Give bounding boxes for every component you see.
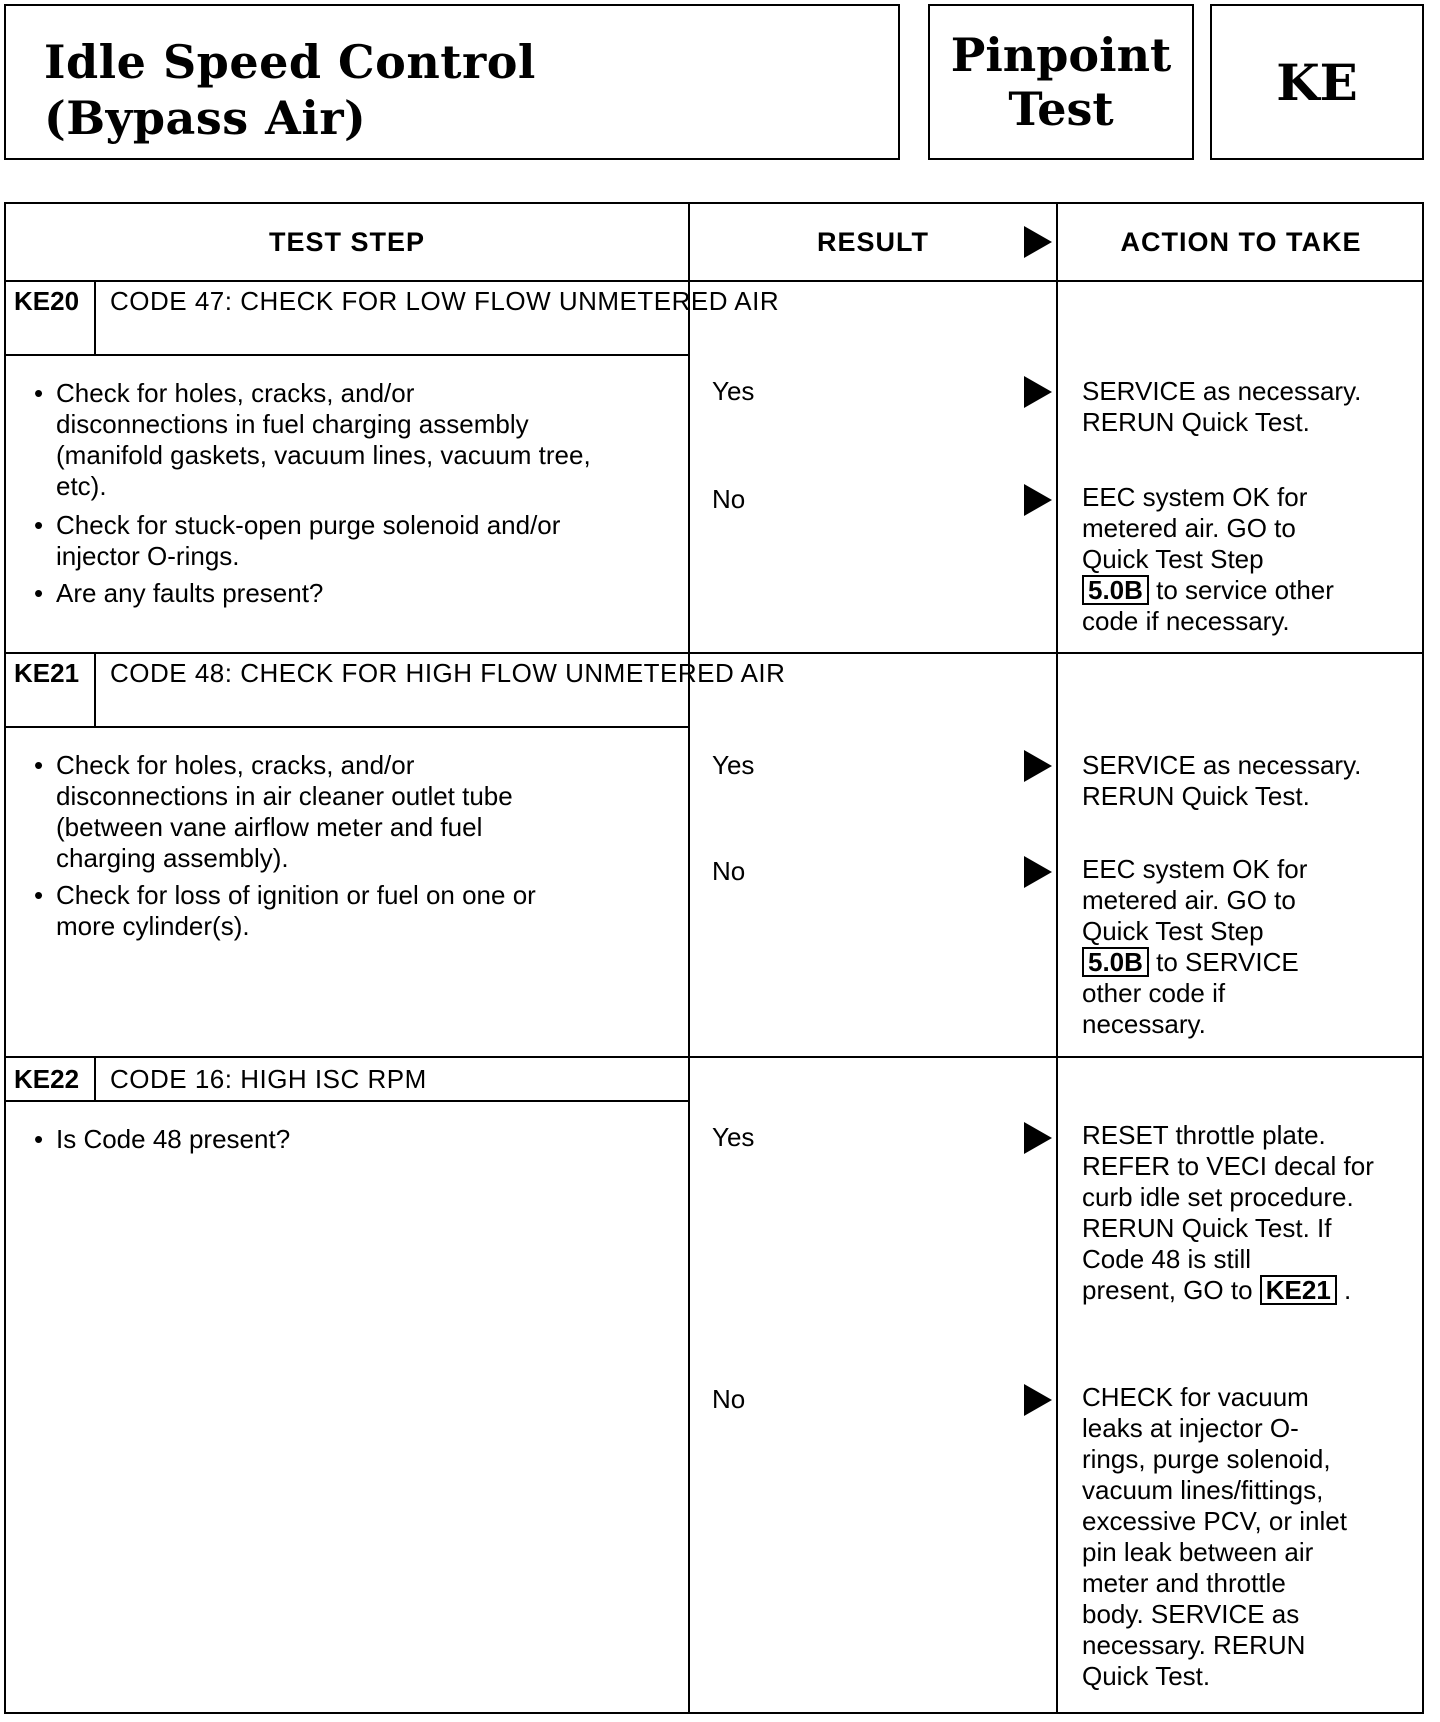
step-code: KE21 — [14, 658, 80, 688]
result-arrow-icon — [1024, 376, 1052, 408]
step-code-divider — [94, 282, 96, 356]
step-code-divider — [94, 654, 96, 728]
step-bullet: • Check for loss of ignition or fuel on one or more cylinder(s). — [34, 880, 696, 942]
step-bullet: • Check for holes, cracks, and/or disconnections in air cleaner outlet tube (between vane airflow meter and fuel charging assembly). — [34, 750, 696, 874]
pinpoint-label-line2: Test — [1008, 82, 1114, 136]
action-text-pre: RESET throttle plate. REFER to VECI decal for curb idle set procedure. RERUN Quick Test. If Code 48 is still — [1082, 1120, 1374, 1274]
pinpoint-table — [4, 202, 1424, 1714]
result-arrow-icon — [1024, 1384, 1052, 1416]
step-code: KE22 — [14, 1064, 80, 1094]
step-title-divider — [6, 1100, 688, 1102]
result-arrow-icon — [1024, 484, 1052, 516]
action-text-post: . — [1336, 1275, 1352, 1305]
ref-5-0b: 5.0B — [1082, 575, 1149, 605]
step-bullet: • Is Code 48 present? — [34, 1124, 696, 1155]
page-title — [44, 34, 536, 146]
step-code-divider — [94, 1058, 96, 1102]
header-action: ACTION TO TAKE — [1120, 226, 1362, 257]
action-text: SERVICE as necessary. RERUN Quick Test. — [1082, 376, 1362, 437]
result-yes: Yes — [712, 1122, 755, 1152]
result-no: No — [712, 856, 746, 886]
action-text — [1082, 1120, 1422, 1306]
column-divider-action — [1056, 204, 1058, 1712]
result-arrow-icon — [1024, 856, 1052, 888]
row-divider — [6, 1056, 1422, 1058]
row-divider — [6, 652, 1422, 654]
action-text-tail: other code if necessary. — [1082, 978, 1226, 1039]
header-divider — [6, 280, 1422, 282]
action-text-mid: present, GO to — [1082, 1275, 1260, 1305]
result-yes: Yes — [712, 376, 755, 406]
action-text-post: to SERVICE — [1148, 947, 1299, 977]
result-no: No — [712, 1384, 746, 1414]
result-no: No — [712, 484, 746, 514]
step-bullet: • Are any faults present? — [34, 578, 696, 609]
result-yes: Yes — [712, 750, 755, 780]
test-code-box — [1210, 4, 1424, 160]
step-title: CODE 48: CHECK FOR HIGH FLOW UNMETERED AIR — [110, 658, 786, 688]
test-code: KE — [1276, 52, 1358, 112]
pinpoint-label-line1: Pinpoint — [950, 28, 1172, 82]
step-title: CODE 47: CHECK FOR LOW FLOW UNMETERED AIR — [110, 286, 780, 316]
step-code: KE20 — [14, 286, 80, 316]
header-test-step: TEST STEP — [268, 226, 426, 257]
header-arrow-icon — [1024, 226, 1052, 258]
action-text: CHECK for vacuum leaks at injector O- rings, purge solenoid, vacuum lines/fittings, excessive PCV, or inlet pin leak between air meter and throttle body. SERVICE as necessary. RERUN Quick Test. — [1082, 1382, 1347, 1691]
action-text-pre: EEC system OK for metered air. GO to Quick Test Step — [1082, 854, 1308, 946]
result-arrow-icon — [1024, 1122, 1052, 1154]
action-text-tail: code if necessary. — [1082, 606, 1290, 636]
action-text-pre: EEC system OK for metered air. GO to Quick Test Step — [1082, 482, 1308, 574]
ref-5-0b: 5.0B — [1082, 947, 1149, 977]
pinpoint-test-box — [928, 4, 1194, 160]
action-text — [1082, 854, 1416, 1040]
title-box — [4, 4, 900, 160]
step-bullet: • Check for stuck-open purge solenoid and/or injector O-rings. — [34, 510, 696, 572]
step-title-divider — [6, 726, 688, 728]
step-bullet: • Check for holes, cracks, and/or disconnections in fuel charging assembly (manifold gaskets, vacuum lines, vacuum tree, etc). — [34, 378, 696, 502]
step-title: CODE 16: HIGH ISC RPM — [110, 1064, 427, 1094]
action-text — [1082, 482, 1416, 637]
action-text: SERVICE as necessary. RERUN Quick Test. — [1082, 750, 1362, 811]
ref-ke21: KE21 — [1260, 1275, 1337, 1305]
step-title-divider — [6, 354, 688, 356]
result-arrow-icon — [1024, 750, 1052, 782]
header-result: RESULT — [817, 226, 929, 257]
page-title-line2: (Bypass Air) — [44, 91, 367, 145]
action-text-post: to service other — [1148, 575, 1334, 605]
page-title-line1: Idle Speed Control — [44, 35, 536, 89]
